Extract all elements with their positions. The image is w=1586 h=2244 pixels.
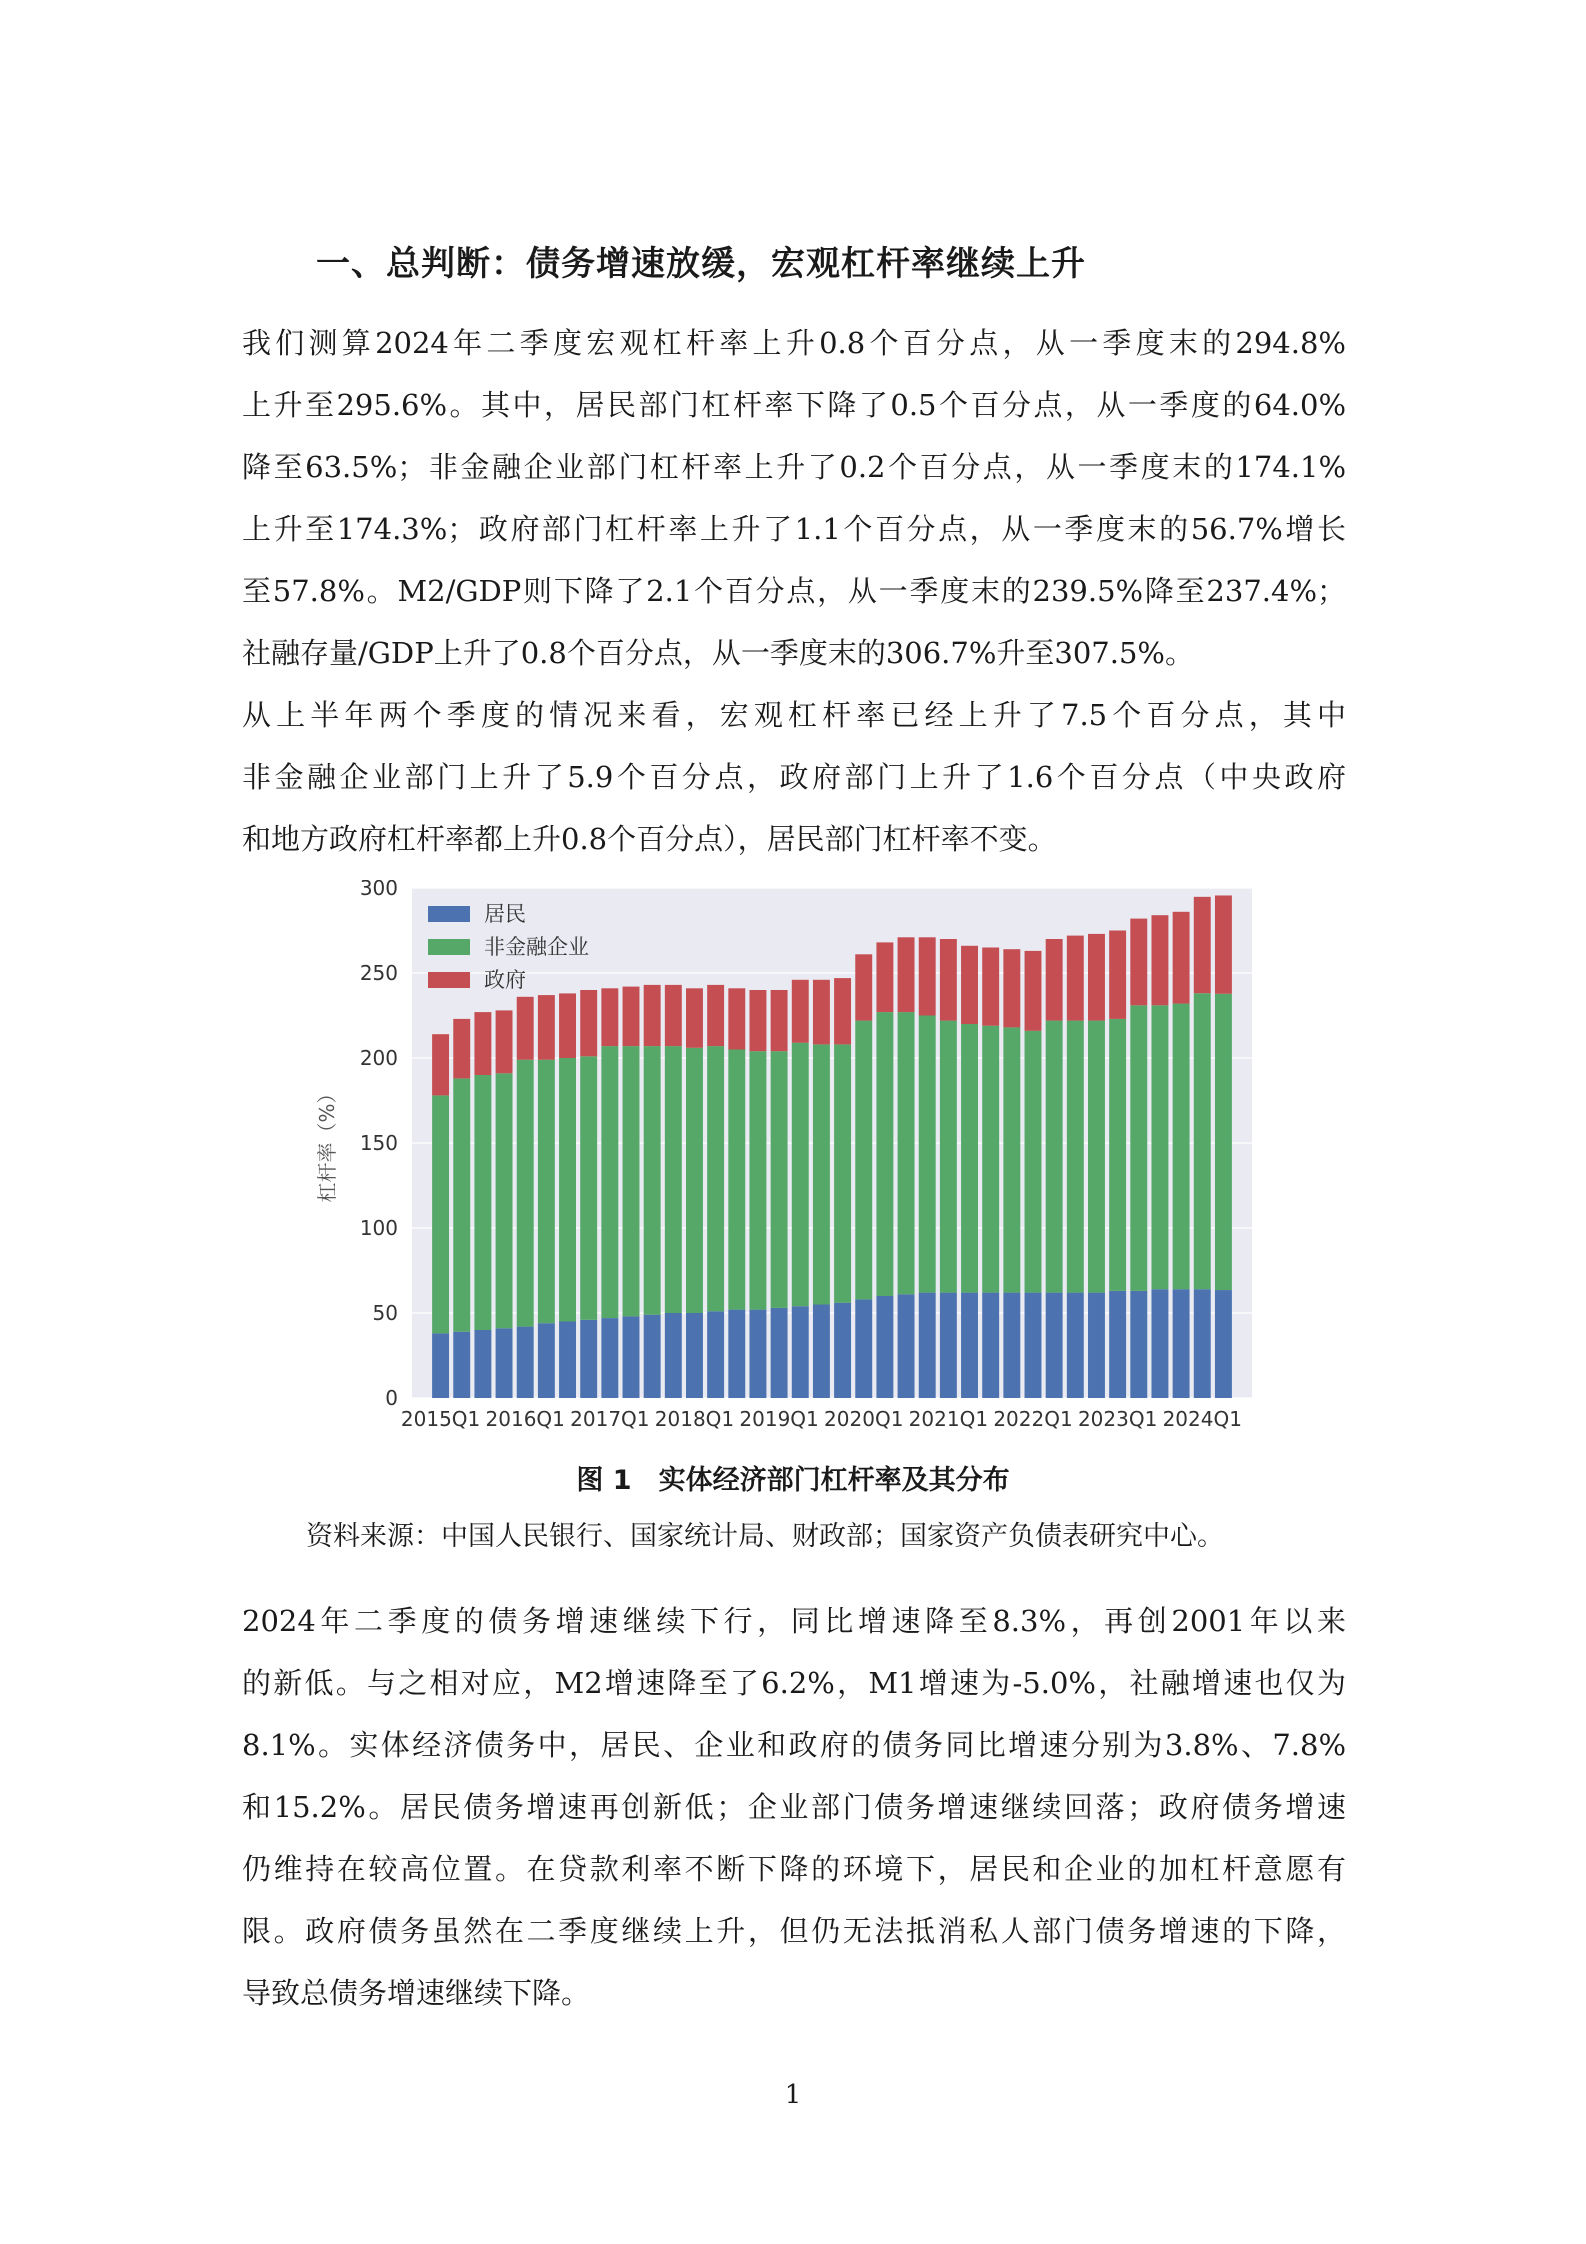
bar-household — [559, 1322, 576, 1399]
paragraph-line: 和地方政府杠杆率都上升0.8个百分点），居民部门杠杆率不变。 — [242, 822, 1057, 856]
bar-government — [538, 995, 555, 1060]
paragraph-line: 社融存量/GDP上升了0.8个百分点，从一季度末的306.7%升至307.5%。 — [242, 636, 1194, 670]
bar-corporate — [1130, 1005, 1147, 1291]
bar-household — [1046, 1293, 1063, 1398]
bar-household — [813, 1305, 830, 1399]
paragraph-2 — [242, 684, 1346, 870]
bar-government — [1088, 934, 1105, 1021]
bar-household — [1003, 1293, 1020, 1398]
bar-corporate — [496, 1073, 513, 1328]
bar-corporate — [961, 1024, 978, 1293]
bar-government — [1025, 951, 1042, 1031]
paragraph-line: 导致总债务增速继续下降。 — [242, 1976, 591, 2010]
x-tick-label: 2021Q1 — [908, 1407, 989, 1431]
bar-household — [749, 1310, 766, 1398]
bar-corporate — [771, 1051, 788, 1308]
y-tick-label: 0 — [385, 1386, 398, 1410]
bar-household — [496, 1328, 513, 1398]
bar-government — [1215, 895, 1232, 993]
bar-government — [1046, 939, 1063, 1021]
bar-government — [623, 987, 640, 1047]
legend-label: 政府 — [484, 968, 526, 992]
bar-household — [601, 1318, 618, 1398]
bar-government — [580, 990, 597, 1056]
paragraph-line: 限。政府债务虽然在二季度继续上升，但仍无法抵消私人部门债务增速的下降， — [242, 1914, 1346, 1948]
bar-corporate — [1067, 1021, 1084, 1293]
x-tick-label: 2015Q1 — [400, 1407, 481, 1431]
paragraph-line: 我们测算2024年二季度宏观杠杆率上升0.8个百分点，从一季度末的294.8% — [242, 326, 1346, 360]
bar-household — [834, 1303, 851, 1398]
bar-corporate — [876, 1012, 893, 1296]
bar-household — [432, 1333, 449, 1398]
bar-corporate — [855, 1021, 872, 1300]
paragraph-line: 上升至174.3%；政府部门杠杆率上升了1.1个百分点，从一季度末的56.7%增长 — [242, 512, 1346, 546]
paragraph-line: 降至63.5%；非金融企业部门杠杆率上升了0.2个百分点，从一季度末的174.1% — [242, 450, 1346, 484]
paragraph-line: 8.1%。实体经济债务中，居民、企业和政府的债务同比增速分别为3.8%、7.8% — [242, 1728, 1346, 1762]
bar-government — [982, 948, 999, 1026]
bar-government — [432, 1034, 449, 1095]
x-tick-label: 2019Q1 — [739, 1407, 819, 1431]
bar-corporate — [792, 1043, 809, 1307]
bar-corporate — [1046, 1021, 1063, 1293]
y-tick-label: 150 — [359, 1131, 398, 1155]
bar-government — [855, 954, 872, 1020]
bar-government — [1130, 919, 1147, 1006]
bar-household — [898, 1294, 915, 1398]
y-tick-label: 100 — [359, 1216, 398, 1240]
bar-government — [496, 1010, 513, 1073]
legend-swatch — [428, 972, 470, 988]
x-tick-label: 2024Q1 — [1162, 1407, 1242, 1431]
bar-corporate — [834, 1044, 851, 1302]
bar-government — [834, 978, 851, 1044]
stacked-bar-chart — [300, 880, 1280, 1450]
x-tick-label: 2016Q1 — [485, 1407, 565, 1431]
paragraph-line: 上升至295.6%。其中，居民部门杠杆率下降了0.5个百分点，从一季度的64.0% — [242, 388, 1346, 422]
bar-corporate — [1088, 1021, 1105, 1293]
bar-corporate — [707, 1046, 724, 1311]
bar-household — [1173, 1289, 1190, 1398]
figure-caption: 图 1 实体经济部门杠杆率及其分布 — [576, 1465, 1010, 1496]
x-tick-label: 2018Q1 — [654, 1407, 735, 1431]
bar-household — [517, 1327, 534, 1398]
bar-government — [1194, 897, 1211, 993]
legend-label: 非金融企业 — [484, 935, 589, 959]
page-number: 1 — [784, 2080, 802, 2110]
leverage-chart — [300, 880, 1280, 1450]
bar-government — [1151, 915, 1168, 1005]
bar-government — [665, 985, 682, 1046]
bar-government — [453, 1019, 470, 1079]
bar-government — [749, 990, 766, 1051]
bar-corporate — [940, 1021, 957, 1293]
bar-government — [728, 988, 745, 1049]
bar-corporate — [1003, 1027, 1020, 1292]
x-tick-label: 2017Q1 — [570, 1407, 650, 1431]
bar-household — [474, 1330, 491, 1398]
legend-swatch — [428, 906, 470, 922]
bar-household — [1194, 1289, 1211, 1398]
paragraph-line: 仍维持在较高位置。在贷款利率不断下降的环境下，居民和企业的加杠杆意愿有 — [242, 1852, 1346, 1886]
bar-household — [855, 1299, 872, 1398]
bar-corporate — [1025, 1031, 1042, 1293]
legend-swatch — [428, 939, 470, 955]
bar-corporate — [1173, 1004, 1190, 1290]
bar-household — [1109, 1291, 1126, 1398]
x-tick-label: 2023Q1 — [1077, 1407, 1158, 1431]
bar-government — [876, 942, 893, 1012]
bar-government — [686, 988, 703, 1048]
bar-government — [919, 937, 936, 1015]
paragraph-line: 至57.8%。M2/GDP则下降了2.1个百分点，从一季度末的239.5%降至237.4%； — [242, 574, 1346, 608]
y-tick-label: 200 — [359, 1046, 398, 1070]
bar-corporate — [1109, 1019, 1126, 1291]
bar-household — [982, 1293, 999, 1398]
bar-government — [517, 997, 534, 1060]
bar-household — [1067, 1293, 1084, 1398]
bar-government — [813, 980, 830, 1045]
bar-corporate — [919, 1016, 936, 1293]
bar-corporate — [728, 1050, 745, 1310]
bar-corporate — [1194, 993, 1211, 1289]
bar-government — [644, 985, 661, 1046]
bar-government — [1109, 931, 1126, 1019]
paragraph-line: 从上半年两个季度的情况来看，宏观杠杆率已经上升了7.5个百分点，其中 — [242, 698, 1346, 732]
bar-household — [665, 1313, 682, 1398]
bar-government — [940, 939, 957, 1021]
bar-corporate — [538, 1060, 555, 1324]
x-tick-label: 2020Q1 — [824, 1407, 904, 1431]
bar-corporate — [1151, 1005, 1168, 1289]
bar-government — [898, 937, 915, 1012]
bar-government — [961, 946, 978, 1024]
bar-government — [601, 988, 618, 1046]
bar-household — [623, 1316, 640, 1398]
bar-household — [792, 1306, 809, 1398]
bar-household — [580, 1320, 597, 1398]
legend-label: 居民 — [484, 902, 526, 926]
bar-corporate — [813, 1044, 830, 1304]
bar-government — [771, 990, 788, 1051]
bar-government — [1067, 936, 1084, 1021]
bar-corporate — [474, 1075, 491, 1330]
y-axis-label: 杠杆率（%） — [315, 1083, 339, 1203]
paragraph-line: 和15.2%。居民债务增速再创新低；企业部门债务增速继续回落；政府债务增速 — [242, 1790, 1346, 1824]
bar-corporate — [453, 1078, 470, 1331]
bar-corporate — [982, 1026, 999, 1293]
figure-source: 资料来源：中国人民银行、国家统计局、财政部；国家资产负债表研究中心。 — [306, 1521, 1224, 1552]
y-tick-label: 300 — [359, 880, 398, 900]
paragraph-3 — [242, 1590, 1346, 2024]
paragraph-1 — [242, 312, 1346, 684]
bar-corporate — [686, 1048, 703, 1313]
y-tick-label: 250 — [359, 961, 398, 985]
x-tick-label: 2022Q1 — [993, 1407, 1073, 1431]
bar-corporate — [665, 1046, 682, 1313]
paragraph-line: 非金融企业部门上升了5.9个百分点，政府部门上升了1.6个百分点（中央政府 — [242, 760, 1346, 794]
bar-household — [940, 1293, 957, 1398]
bar-household — [771, 1308, 788, 1398]
bar-household — [1130, 1291, 1147, 1398]
bar-corporate — [644, 1046, 661, 1315]
paragraph-line: 2024年二季度的债务增速继续下行，同比增速降至8.3%，再创2001年以来 — [242, 1604, 1346, 1638]
bar-corporate — [601, 1046, 618, 1318]
y-tick-label: 50 — [372, 1301, 398, 1325]
bar-government — [559, 993, 576, 1058]
bar-household — [1215, 1290, 1232, 1398]
bar-government — [792, 980, 809, 1043]
bar-corporate — [517, 1060, 534, 1327]
paragraph-line: 的新低。与之相对应，M2增速降至了6.2%，M1增速为-5.0%，社融增速也仅为 — [242, 1666, 1346, 1700]
bar-household — [707, 1311, 724, 1398]
bar-household — [644, 1315, 661, 1398]
bar-corporate — [580, 1056, 597, 1320]
bar-household — [686, 1313, 703, 1398]
bar-household — [453, 1332, 470, 1398]
bar-household — [1151, 1289, 1168, 1398]
bar-household — [1088, 1293, 1105, 1398]
section-heading: 一、总判断：债务增速放缓，宏观杠杆率继续上升 — [316, 244, 1086, 284]
bar-corporate — [1215, 994, 1232, 1290]
bar-government — [474, 1012, 491, 1075]
bar-household — [728, 1310, 745, 1398]
bar-household — [1025, 1293, 1042, 1398]
bar-corporate — [898, 1012, 915, 1294]
bar-household — [961, 1293, 978, 1398]
bar-household — [919, 1293, 936, 1398]
bar-corporate — [559, 1058, 576, 1322]
bar-household — [876, 1296, 893, 1398]
bar-household — [538, 1323, 555, 1398]
bar-corporate — [749, 1051, 766, 1309]
bar-corporate — [623, 1046, 640, 1316]
bar-government — [707, 985, 724, 1046]
bar-corporate — [432, 1095, 449, 1333]
bar-government — [1173, 912, 1190, 1004]
bar-government — [1003, 949, 1020, 1027]
